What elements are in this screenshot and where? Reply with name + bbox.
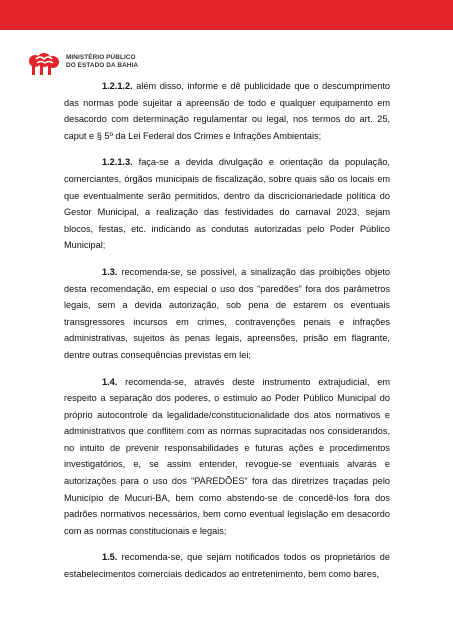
paragraph-text: além disso, informe e dê publicidade que o descumprimento das normas pode sujeitar a apreensão de todo e qualquer equipamento em desacordo com determinação regulamentar ou legal, nos termos do art. 25, caput e § 5º da Lei Federal dos Crimes e Infrações Ambientais; bbox=[64, 81, 390, 141]
org-name-line1: MINISTÉRIO PÚBLICO bbox=[66, 54, 136, 61]
mp-bahia-logo bbox=[28, 49, 188, 77]
paragraph-1-2-1-3 bbox=[64, 154, 390, 254]
paragraph-text: recomenda-se, através deste instrumento extrajudicial, em respeito a separação dos poderes, o estimulo ao Poder Público Municipal do próprio autocontrole da legalidade/constitucionalidade dos atos normativos e administrativos que conflitem com as normas supracitadas nos considerandos, no intuito de prevenir responsabilidades e futuras ações e procedimentos investigatórios, e, se assim entender, revogue-se eventuais alvarás e autorizações para o uso dos “PAREDÕES” fora das diretrizes traçadas pelo Município de Mucuri-BA, bem como abstendo-se de concedê-los fora dos padrões normativos necessários, bem como eventual legislação em desacordo com as normas constitucionais e legais; bbox=[64, 376, 390, 536]
paragraph-number: 1.2.1.2. bbox=[102, 81, 133, 91]
org-name-line2: DO ESTADO DA BAHIA bbox=[66, 62, 139, 69]
paragraph-number: 1.2.1.3. bbox=[102, 157, 133, 168]
paragraph-text: recomenda-se, que sejam notificados todos os proprietários de estabelecimentos comerciais dedicados ao entretenimento, bem como bares, bbox=[64, 552, 390, 580]
paragraph-1-3 bbox=[64, 264, 390, 364]
paragraph-text: recomenda-se, se possível, a sinalização das proibições objeto desta recomendação, em especial o uso dos “paredões” fora dos parâmetros legais, sem a devida autorização, sob pena de estarem os eventuais transgressores incursos em crimes, contravenções penais e infrações administrativas, sujeitos às penas legais, apreensões, prisão em flagrante, dentre outras consequências previstas em lei; bbox=[64, 266, 390, 360]
header-bar bbox=[0, 0, 453, 30]
paragraph-1-5 bbox=[64, 549, 390, 582]
paragraph-1-4 bbox=[64, 374, 390, 540]
mp-logo-icon bbox=[28, 49, 62, 77]
paragraph-text: faça-se a devida divulgação e orientação da população, comerciantes, órgãos municipais de fiscalização, sobre quais são os locais em que eventualmente serão permitidos, dentro da discricionariedade política do Gestor Municipal, a realização das festividades do carnaval 2023, sejam blocos, festas, etc. indicando as condutas autorizadas pelo Poder Público Municipal; bbox=[64, 157, 390, 251]
document-body bbox=[64, 78, 390, 593]
paragraph-1-2-1-2 bbox=[64, 78, 390, 144]
paragraph-number: 1.3. bbox=[102, 266, 118, 277]
org-name bbox=[66, 54, 138, 70]
paragraph-number: 1.5. bbox=[102, 552, 118, 563]
paragraph-number: 1.4. bbox=[102, 376, 118, 387]
